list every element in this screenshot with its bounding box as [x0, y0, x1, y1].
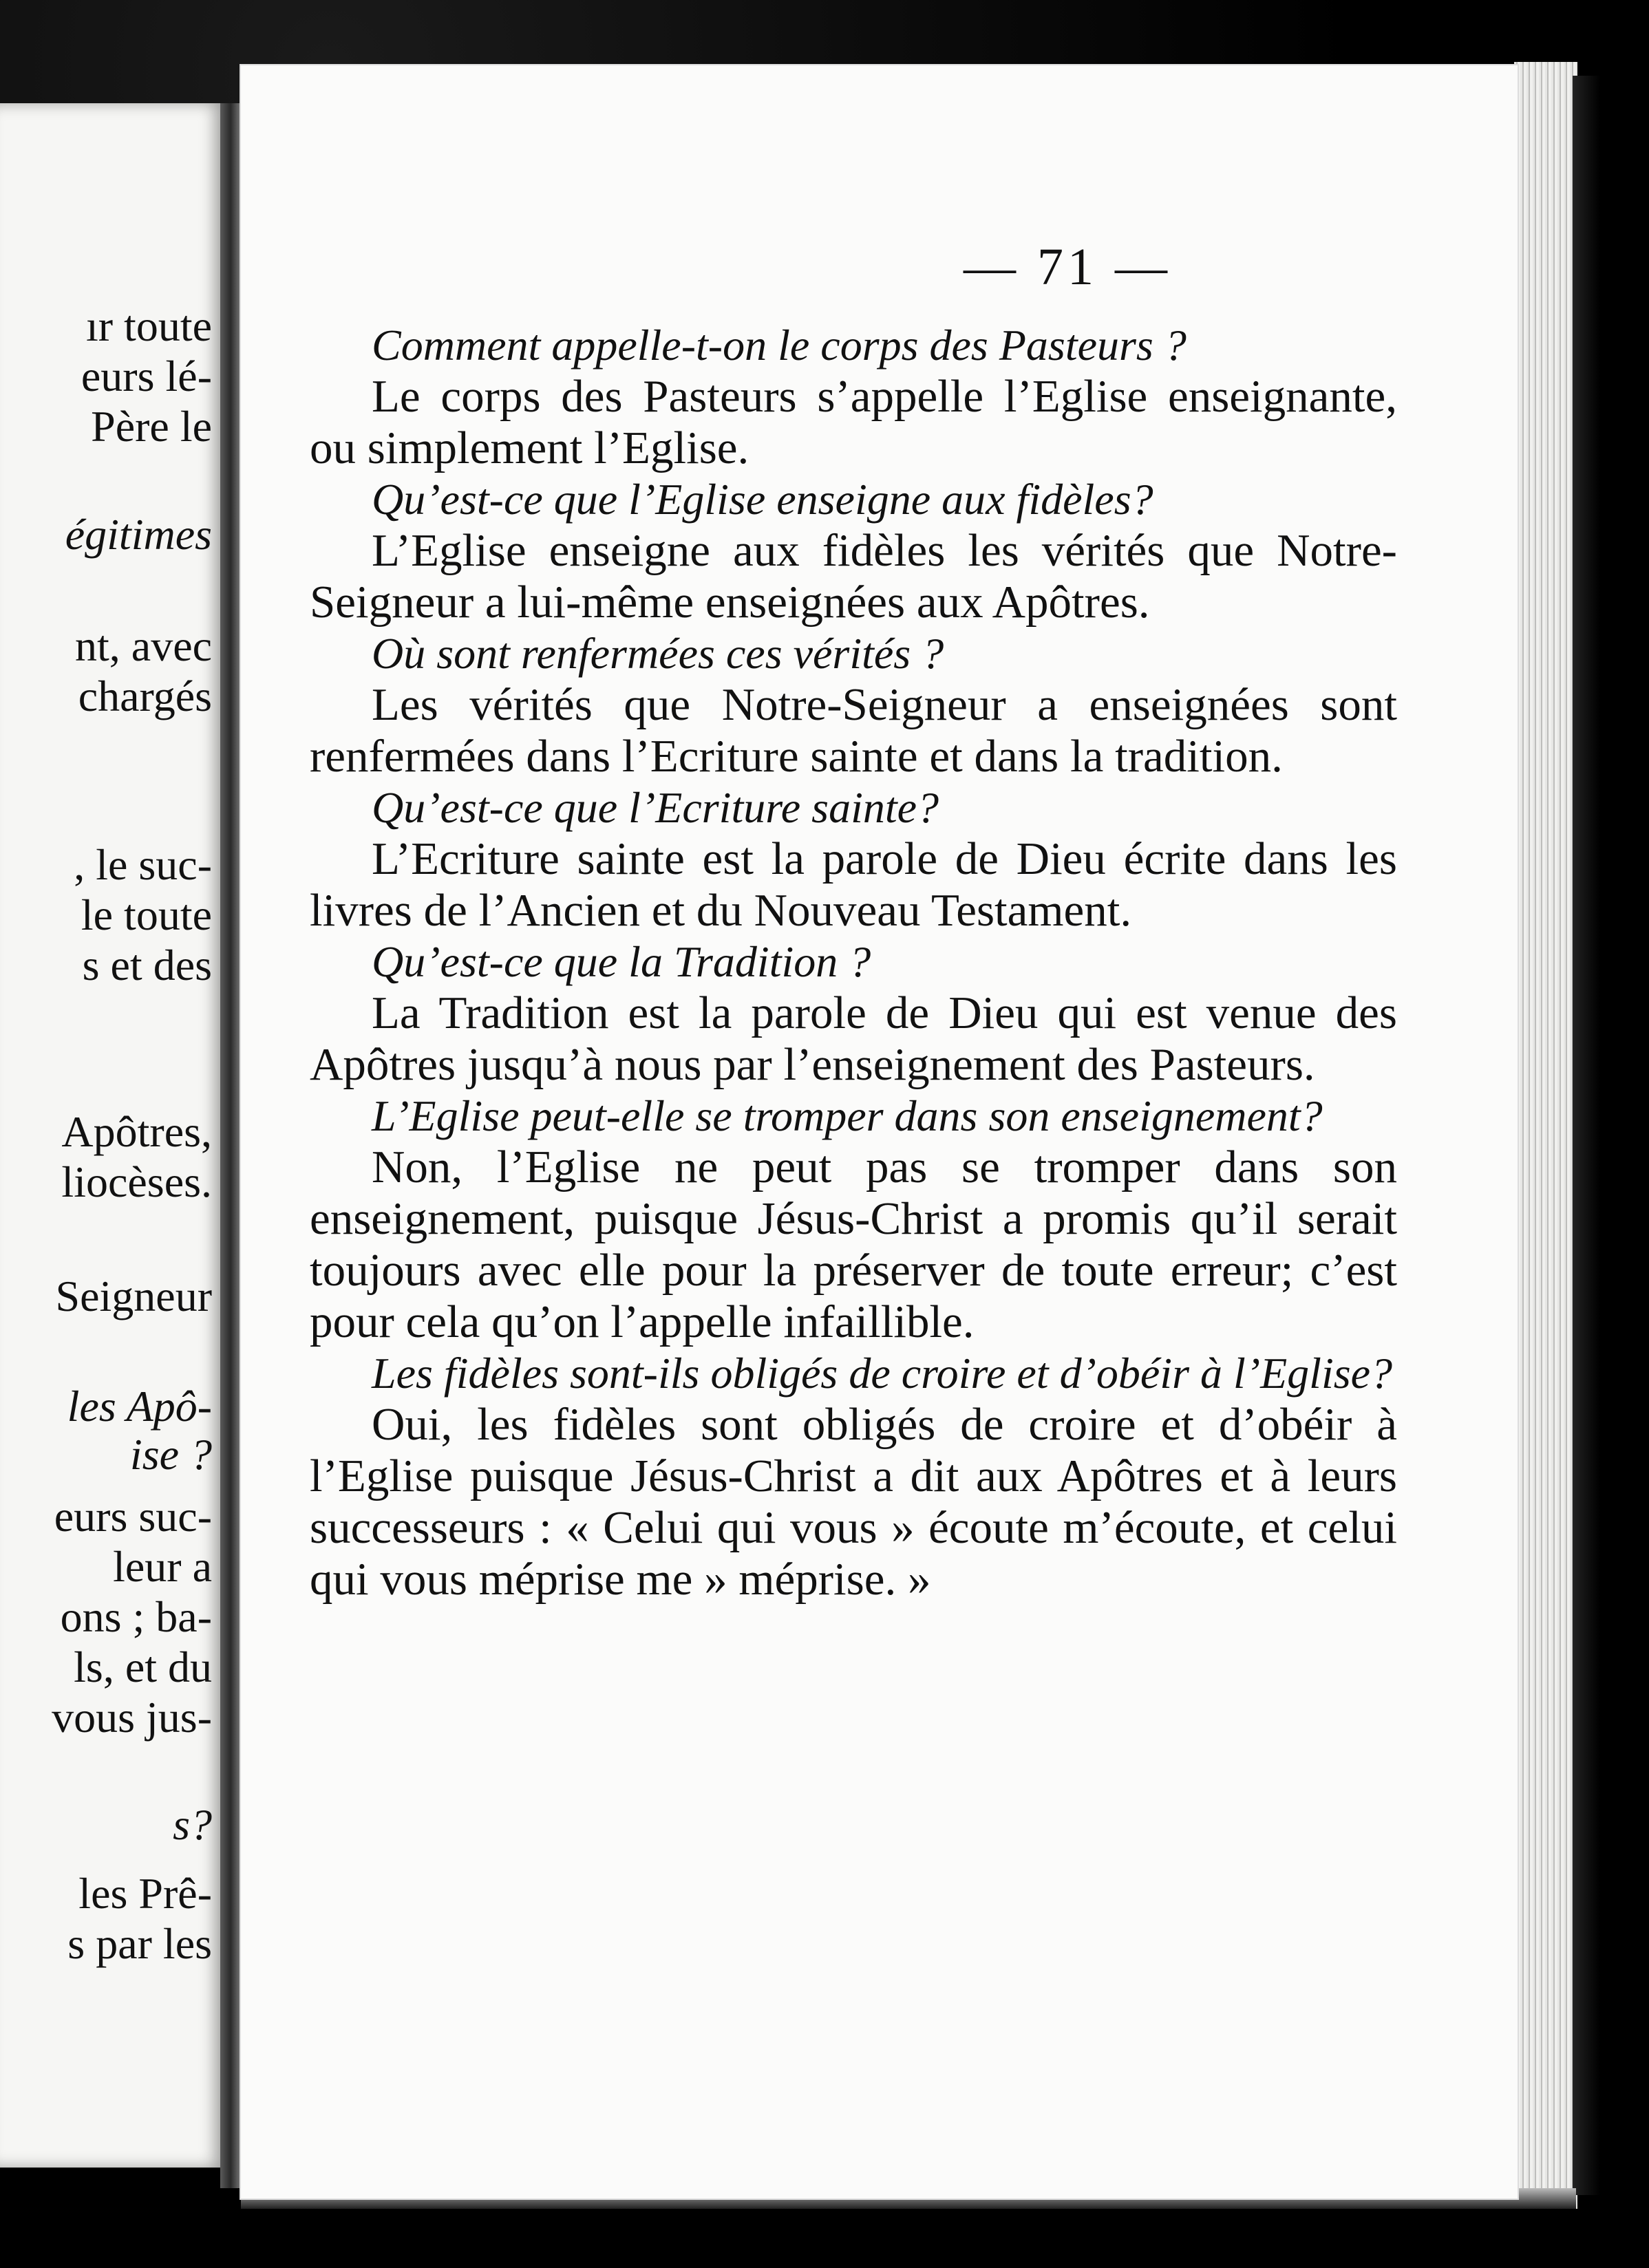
left-line: liocèses.: [61, 1157, 212, 1206]
left-line: Père le: [91, 402, 212, 451]
left-line: ise ?: [129, 1430, 212, 1479]
answer: Oui, les fidèles sont obligés de croire et d’obéir à l’Eglise puisque Jésus-Christ a dit aux Apôtres et à leurs successeurs : « Celui qui vous » écoute m’écoute, et celui qui vous méprise me » méprise. »: [310, 1399, 1397, 1605]
answer: L’Ecriture sainte est la parole de Dieu écrite dans les livres de l’Ancien et du Nouveau Testament.: [310, 833, 1397, 936]
book-gutter: [220, 103, 241, 2188]
left-line: s et des: [82, 941, 212, 989]
page-stack-edge: [1514, 62, 1577, 2209]
left-line: vous jus-: [52, 1693, 212, 1742]
left-line: les Apô-: [67, 1382, 212, 1431]
left-line: eurs suc-: [54, 1492, 212, 1541]
question: Qu’est-ce que la Tradition ?: [372, 937, 871, 986]
left-line: eurs lé-: [81, 352, 212, 400]
left-line: Apôtres,: [61, 1107, 212, 1156]
question: L’Eglise peut-elle se tromper dans son enseignement?: [372, 1091, 1323, 1140]
answer: Le corps des Pasteurs s’appelle l’Eglise enseignante, ou simplement l’Eglise.: [310, 371, 1397, 473]
left-line: chargés: [78, 672, 212, 720]
answer: L’Eglise enseigne aux fidèles les vérités que Notre-Seigneur a lui-même enseignées aux Apôtres.: [310, 525, 1397, 628]
left-line: s par les: [67, 1919, 212, 1968]
left-line: ls, et du: [74, 1643, 212, 1691]
question: Qu’est-ce que l’Eglise enseigne aux fidèles?: [372, 475, 1153, 524]
answer: Les vérités que Notre-Seigneur a enseignées sont renfermées dans l’Ecriture sainte et dans la tradition.: [310, 679, 1397, 782]
left-line: , le suc-: [74, 840, 212, 889]
left-line: s?: [173, 1800, 212, 1849]
left-line: les Prê-: [78, 1869, 212, 1918]
question: Où sont renfermées ces vérités ?: [372, 629, 944, 678]
question: Comment appelle-t-on le corps des Pasteurs ?: [372, 321, 1187, 370]
left-line: égitimes: [65, 510, 212, 559]
left-line: ons ; ba-: [60, 1592, 212, 1641]
answer: Non, l’Eglise ne peut pas se tromper dans son enseignement, puisque Jésus-Christ a promis qu’il serait toujours avec elle pour la préserver de toute erreur; c’est pour cela qu’on l’appelle infaillible.: [310, 1142, 1397, 1347]
question: Qu’est-ce que l’Ecriture sainte?: [372, 783, 939, 832]
question: Les fidèles sont-ils obligés de croire et d’obéir à l’Eglise?: [372, 1349, 1393, 1398]
left-line: leur a: [113, 1542, 212, 1591]
answer: La Tradition est la parole de Dieu qui est venue des Apôtres jusqu’à nous par l’enseignement des Pasteurs.: [310, 987, 1397, 1090]
page-edge-shadow: [1573, 76, 1600, 2195]
page-number: — 71 —: [964, 238, 1171, 296]
left-line: le toute: [81, 890, 212, 939]
book-page: [241, 65, 1518, 2199]
left-line: nt, avec: [75, 621, 212, 670]
left-line: ır toute: [85, 301, 212, 350]
left-page-fragment: [0, 103, 227, 2168]
left-line: Seigneur: [55, 1272, 212, 1320]
catechism-text: [310, 320, 1397, 1605]
